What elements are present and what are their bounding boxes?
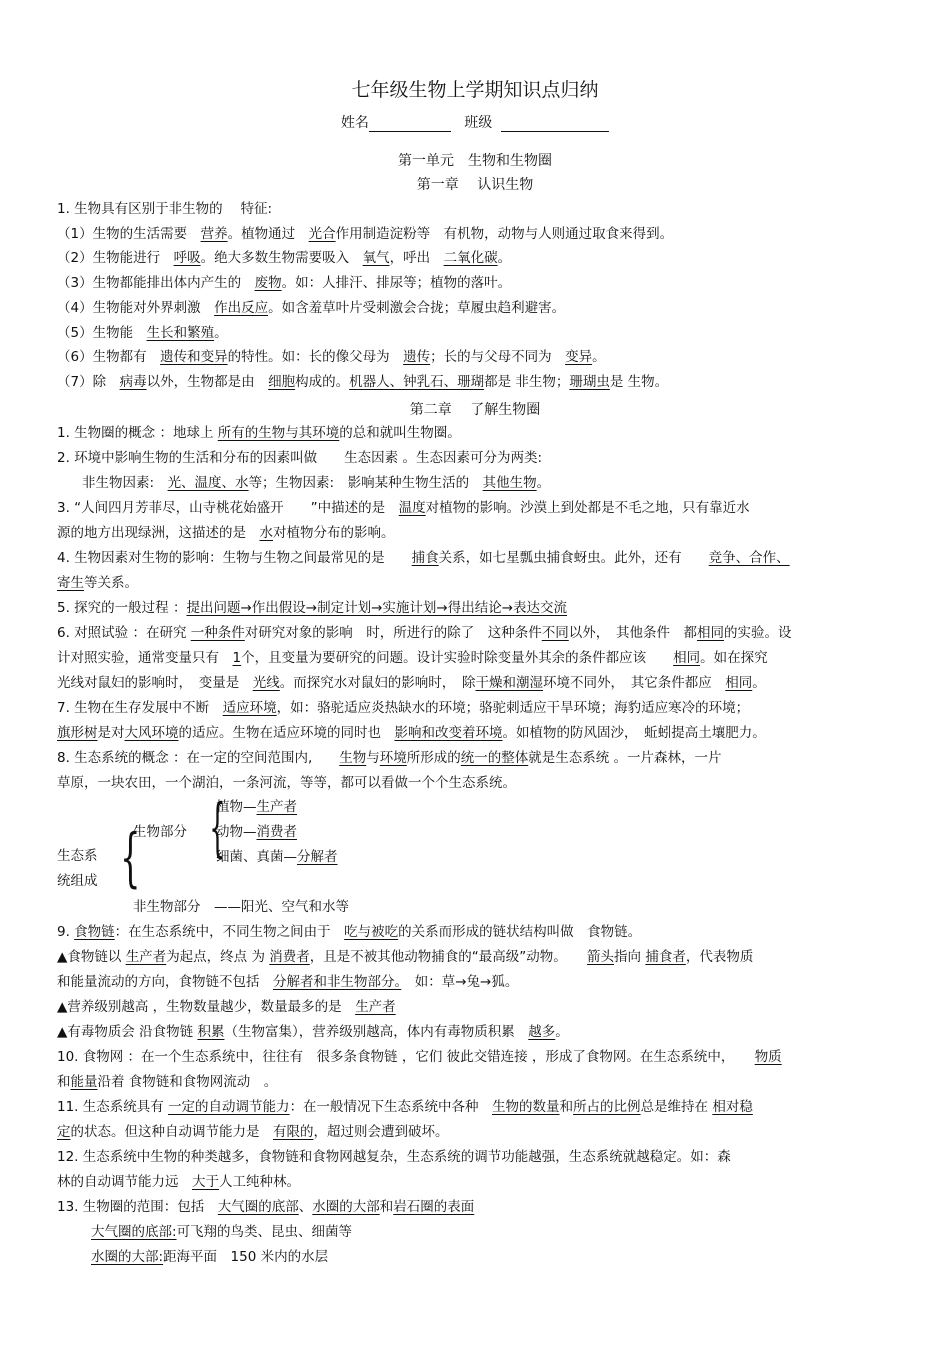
para-12a: 12. 生态系统中生物的种类越多，食物链和食物网越复杂，生态系统的调节功能越强，生态系统就越稳定。如：森	[57, 1149, 731, 1165]
trait-4: （4）生物能对外界刺激 作出反应。如含羞草叶片受刺激会合拢；草履虫趋利避害。	[57, 300, 566, 316]
para-1: 1. 生物圈的概念 ：地球上 所有的生物与其环境的总和就叫生物圈。	[57, 425, 461, 441]
section-1-heading: 1. 生物具有区别于非生物的 特征:	[57, 201, 273, 217]
class-label: 班级	[464, 115, 493, 131]
para-13: 13. 生物圈的范围：包括 大气圈的底部、水圈的大部和岩石圈的表面	[57, 1199, 475, 1215]
para-4a: 4. 生物因素对生物的影响：生物与生物之间最常见的是 捕食关系，如七星瓢虫捕食蚜虫。此外，还有 竞争、合作、	[57, 550, 790, 566]
eco-animal: 动物—消费者	[216, 824, 297, 840]
name-label: 姓名	[340, 115, 369, 131]
chapter-1-heading: 第一章 认识生物	[416, 177, 534, 193]
eco-brace-outer: {	[120, 821, 141, 895]
para-8a: 8. 生态系统的概念 ：在一定的空间范围内, 生物与环境所形成的统一的整体就是生态系统 。一片森林，一片	[57, 750, 722, 766]
para-3b: 源的地方出现绿洲，这描述的是 水对植物分布的影响。	[57, 525, 395, 541]
trait-5: （5）生物能 生长和繁殖。	[57, 325, 228, 341]
para-6b: 计对照实验，通常变量只有 1个，且变量为要研究的问题。设计实验时除变量外其余的条件都应该 相同。如在探究	[57, 650, 768, 666]
para-10b: 和能量沿着 食物链和食物网流动 。	[57, 1074, 278, 1090]
tip-1b: 和能量流动的方向，食物链不包括 分解者和非生物部分。 如：草→兔→狐。	[57, 974, 519, 990]
name-blank	[369, 117, 451, 132]
para-11a: 11. 生态系统具有 一定的自动调节能力：在一般情况下生态系统中各种 生物的数量和所占的比例总是维持在 相对稳	[57, 1099, 753, 1115]
eco-nonbio-part: 非生物部分 ——阳光、空气和水等	[133, 899, 349, 915]
para-6a: 6. 对照试验 ：在研究 一种条件对研究对象的影响 时，所进行的除了 这种条件不同以外， 其他条件 都相同的实验。设	[57, 625, 792, 641]
para-13-atmosphere: 大气圈的底部:可飞翔的鸟类、昆虫、细菌等	[91, 1224, 353, 1240]
tip-1a: ▲食物链以 生产者为起点，终点 为 消费者，且是不被其他动物捕食的“最高级”动物。 箭头指向 捕食者，代表物质	[57, 949, 754, 965]
name-class-line	[0, 112, 950, 132]
tip-3: ▲有毒物质会 沿食物链 积累（生物富集），营养级别越高，体内有毒物质积累 越多。	[57, 1024, 569, 1040]
eco-root-1: 生态系	[57, 848, 98, 864]
trait-1: （1）生物的生活需要 营养。植物通过 光合作用制造淀粉等 有机物，动物与人则通过取食来得到。	[57, 226, 674, 242]
chapter-2-heading: 第二章 了解生物圈	[409, 402, 541, 418]
para-6c: 光线对鼠妇的影响时， 变量是 光线。而探究水对鼠妇的影响时， 除干燥和潮湿环境不同外， 其它条件都应 相同。	[57, 675, 766, 691]
eco-brace-inner: {	[209, 791, 226, 865]
page-title: 七年级生物上学期知识点归纳	[351, 79, 599, 101]
para-12b: 林的自动调节能力远 大于人工纯种林。	[57, 1174, 300, 1190]
para-11b: 定的状态。但这种自动调节能力是 有限的，超过则会遭到破坏。	[57, 1124, 449, 1140]
para-13-hydrosphere: 水圈的大部:距海平面 150 米内的水层	[91, 1249, 329, 1265]
para-9: 9. 食物链：在生态系统中，不同生物之间由于 吃与被吃的关系而形成的链状结构叫做 食物链。	[57, 924, 642, 940]
para-10a: 10. 食物网 ：在一个生态系统中，往往有 很多条食物链 ，它们 彼此交错连接 ，形成了食物网。在生态系统中， 物质	[57, 1049, 782, 1065]
eco-microbe: 细菌、真菌—分解者	[216, 849, 338, 865]
para-3a: 3. “人间四月芳菲尽，山寺桃花始盛开 ”中描述的是 温度对植物的影响。沙漠上到处都是不毛之地，只有靠近水	[57, 500, 750, 516]
tip-2: ▲营养级别越高 ，生物数量越少，数量最多的是 生产者	[57, 999, 396, 1015]
para-2: 2. 环境中影响生物的生活和分布的因素叫做 生态因素 。生态因素可分为两类:	[57, 450, 543, 466]
class-blank	[501, 117, 609, 132]
para-8b: 草原，一块农田，一个湖泊，一条河流，等等，都可以看做一个个生态系统。	[57, 775, 516, 791]
unit-heading: 第一单元 生物和生物圈	[398, 153, 552, 169]
eco-plant: 植物—生产者	[216, 799, 297, 815]
eco-bio-part: 生物部分	[133, 824, 187, 840]
para-5: 5. 探究的一般过程 ：提出问题→作出假设→制定计划→实施计划→得出结论→表达交流	[57, 600, 568, 616]
eco-root-2: 统组成	[57, 873, 98, 889]
trait-2: （2）生物能进行 呼吸。绝大多数生物需要吸入 氧气，呼出 二氧化碳。	[57, 250, 512, 266]
para-2-factors: 非生物因素: 光、温度、水等；生物因素: 影响某种生物生活的 其他生物。	[82, 475, 551, 491]
trait-7: （7）除 病毒以外，生物都是由 细胞构成的。机器人、钟乳石、珊瑚都是 非生物；珊瑚虫是 生物。	[57, 374, 669, 390]
para-4b: 寄生等关系。	[57, 575, 138, 591]
trait-3: （3）生物都能排出体内产生的 废物。如：人排汗、排尿等；植物的落叶。	[57, 275, 512, 291]
trait-6: （6）生物都有 遗传和变异的特性。如：长的像父母为 遗传；长的与父母不同为 变异。	[57, 349, 606, 365]
para-7b: 旗形树是对大风环境的适应。生物在适应环境的同时也 影响和改变着环境。如植物的防风固沙， 蚯蚓提高土壤肥力。	[57, 725, 766, 741]
para-7a: 7. 生物在生存发展中不断 适应环境，如：骆驼适应炎热缺水的环境；骆驼刺适应干旱环境；海豹适应寒冷的环境；	[57, 700, 750, 716]
